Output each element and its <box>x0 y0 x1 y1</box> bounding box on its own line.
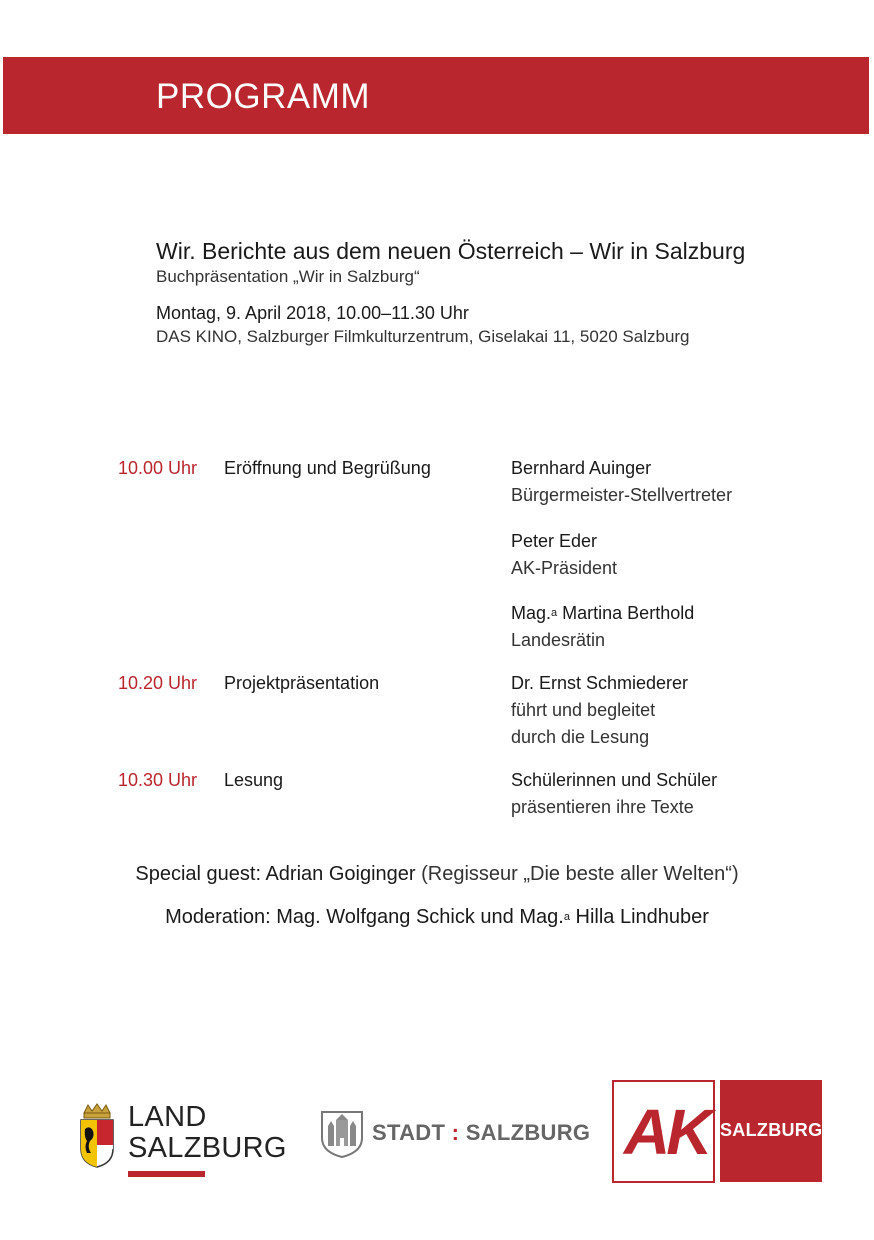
land-salzburg-underline <box>128 1171 205 1177</box>
ak-letters: AK <box>624 1096 709 1168</box>
speaker-name: Dr. Ernst Schmiederer <box>511 673 689 693</box>
speaker <box>511 600 841 654</box>
speaker <box>511 670 841 751</box>
city-crest-icon <box>320 1110 364 1158</box>
ak-salzburg-text: SALZBURG <box>720 1120 823 1140</box>
speaker <box>511 767 841 821</box>
ak-salzburg-box <box>720 1080 822 1182</box>
schedule-time: 10.20 Uhr <box>118 673 198 693</box>
schedule-topic: Projektpräsentation <box>224 673 380 693</box>
stadt-salzburg-logo <box>320 1110 600 1160</box>
speaker-name: Bernhard Auinger <box>511 458 652 478</box>
speaker-role: AK-Präsident <box>511 558 618 578</box>
page-title: PROGRAMM <box>156 77 370 116</box>
land-salzburg-logo <box>78 1100 298 1182</box>
event-title: Wir. Berichte aus dem neuen Österreich – Wir in Salzburg <box>156 238 746 264</box>
speaker-role: Landesrätin <box>511 630 606 650</box>
header-banner <box>3 57 869 134</box>
land-salzburg-wordmark: LAND SALZBURG <box>128 1101 287 1164</box>
special-guest <box>0 860 874 888</box>
schedule-time: 10.30 Uhr <box>118 770 198 790</box>
special-guest-label: Special guest: Adrian Goiginger <box>135 863 416 885</box>
speaker <box>511 455 841 509</box>
speaker-role: durch die Lesung <box>511 727 650 747</box>
schedule-topic: Lesung <box>224 770 284 790</box>
speaker-name: Peter Eder <box>511 531 598 551</box>
ak-salzburg-logo <box>612 1080 822 1182</box>
schedule-time: 10.00 Uhr <box>118 458 198 478</box>
speaker-name: Schülerinnen und Schüler <box>511 770 718 790</box>
speaker-role: präsentieren ihre Texte <box>511 797 694 817</box>
ak-letter-box <box>612 1080 715 1183</box>
speaker-role: Bürgermeister-Stellvertreter <box>511 485 733 505</box>
event-subtitle: Buchpräsentation „Wir in Salzburg“ <box>156 267 420 286</box>
speaker-role: führt und begleitet <box>511 700 656 720</box>
coat-of-arms-icon <box>78 1103 116 1169</box>
event-info <box>156 236 836 349</box>
schedule-topic: Eröffnung und Begrüßung <box>224 458 431 478</box>
moderation: Moderation: Mag. Wolfgang Schick und Mag.$^a$ Hilla Lindhuber <box>165 906 709 928</box>
speaker <box>511 528 841 582</box>
speaker-name: Mag.$^a$ Martina Berthold <box>511 603 695 623</box>
stadt-salzburg-wordmark: STADT : SALZBURG <box>372 1120 591 1145</box>
special-guest-detail: (Regisseur „Die beste aller Welten“) <box>415 863 739 885</box>
event-date: Montag, 9. April 2018, 10.00–11.30 Uhr <box>156 303 469 323</box>
event-venue: DAS KINO, Salzburger Filmkulturzentrum, Giselakai 11, 5020 Salzburg <box>156 327 690 346</box>
